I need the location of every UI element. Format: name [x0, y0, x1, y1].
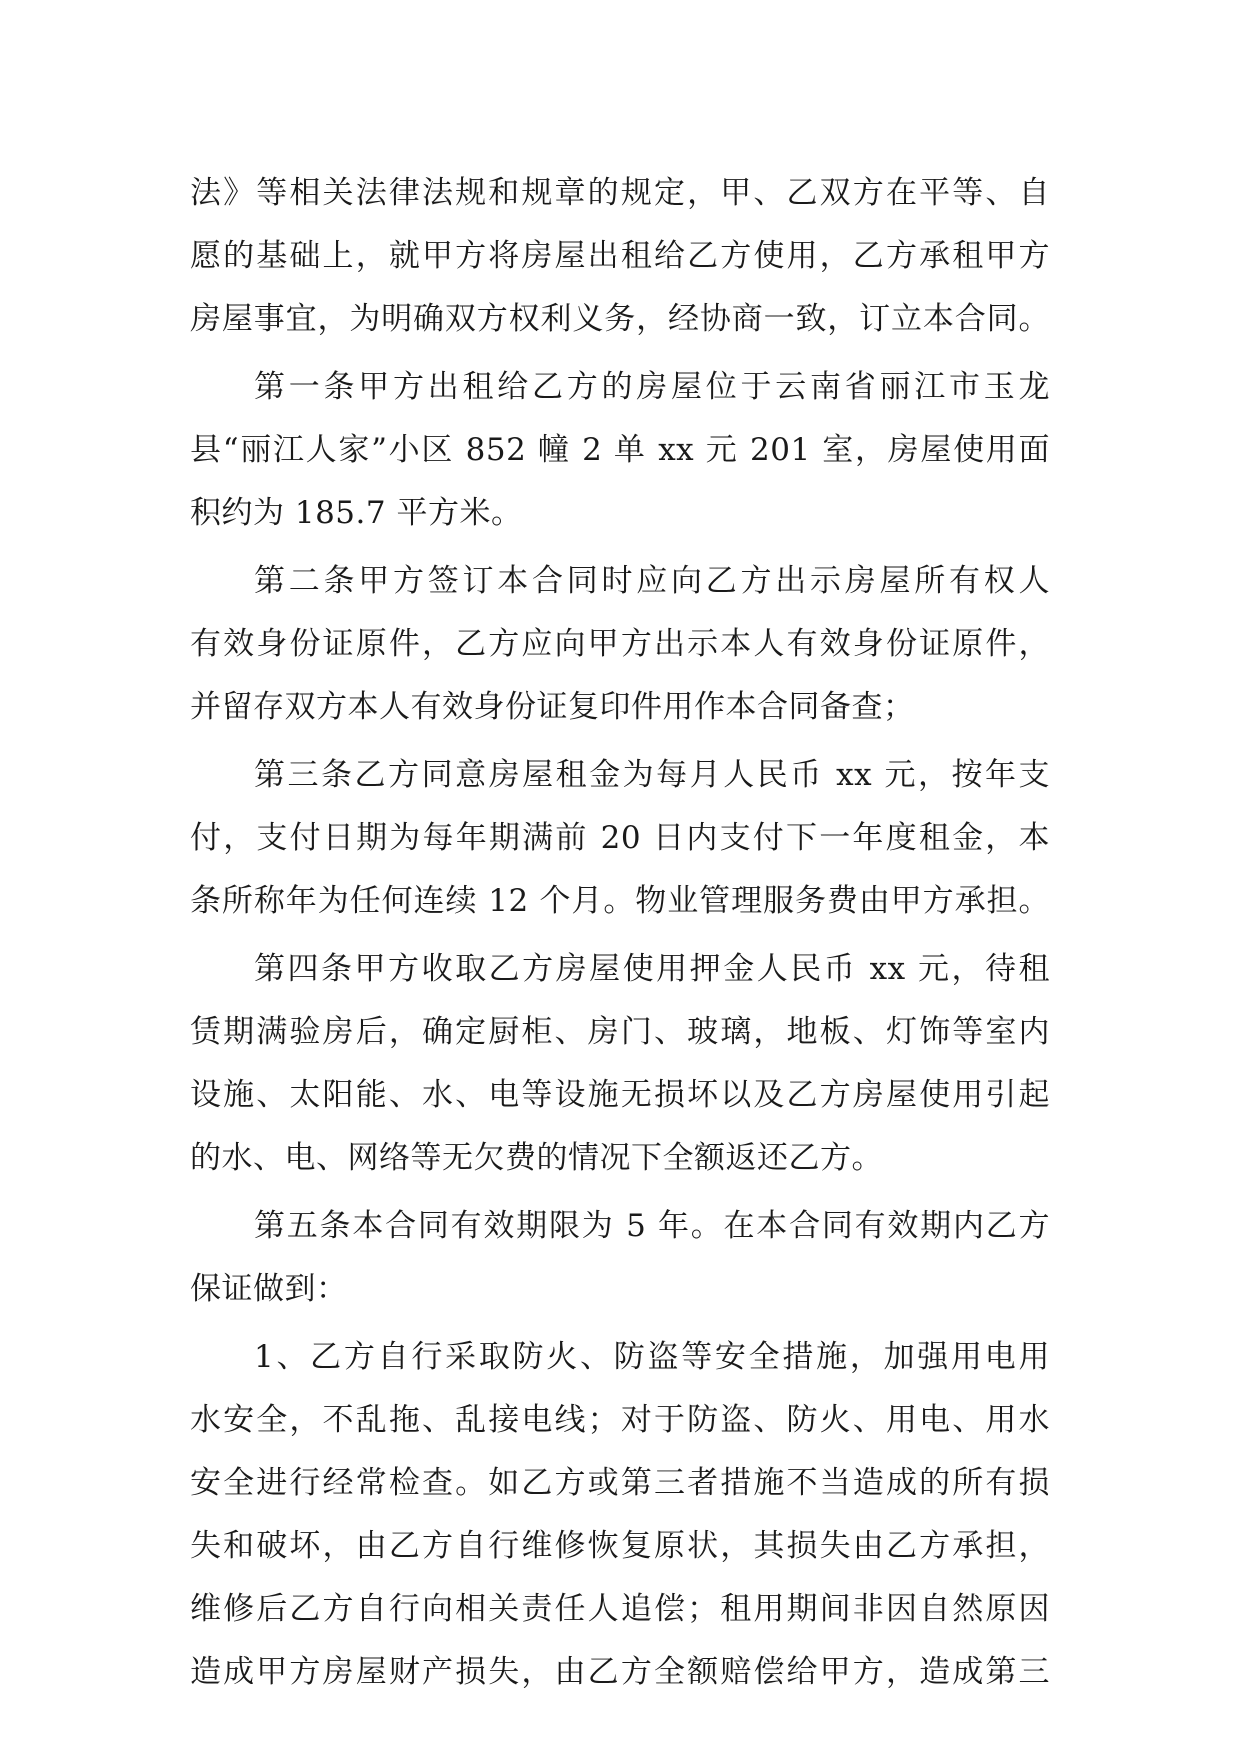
text-line: 法》等相关法律法规和规章的规定，甲、乙双方在平等、自	[190, 175, 1050, 211]
text-line: 造成甲方房屋财产损失，由乙方全额赔偿给甲方，造成第三	[190, 1654, 1050, 1690]
text-line: 第二条甲方签订本合同时应向乙方出示房屋所有权人	[254, 563, 1050, 599]
text-line: 第四条甲方收取乙方房屋使用押金人民币 xx 元，待租	[254, 951, 1050, 987]
text-line: 失和破坏，由乙方自行维修恢复原状，其损失由乙方承担，	[190, 1528, 1050, 1564]
text-line: 维修后乙方自行向相关责任人追偿；租用期间非因自然原因	[190, 1591, 1050, 1627]
text-line: 第五条本合同有效期限为 5 年。在本合同有效期内乙方	[254, 1208, 1050, 1244]
paragraph-preamble	[190, 162, 1050, 351]
document-body	[190, 162, 1050, 1704]
paragraph-article-4	[190, 938, 1050, 1190]
paragraph-article-5	[190, 1195, 1050, 1321]
text-line: 安全进行经常检查。如乙方或第三者措施不当造成的所有损	[190, 1465, 1050, 1501]
text-line: 1、乙方自行采取防火、防盗等安全措施，加强用电用	[254, 1339, 1050, 1375]
text-line: 条所称年为任何连续 12 个月。物业管理服务费由甲方承担。	[190, 883, 1050, 919]
text-line: 付，支付日期为每年期满前 20 日内支付下一年度租金，本	[190, 820, 1050, 856]
text-line: 愿的基础上，就甲方将房屋出租给乙方使用，乙方承租甲方	[190, 238, 1050, 274]
text-line: 并留存双方本人有效身份证复印件用作本合同备查；	[190, 689, 915, 725]
text-line: 的水、电、网络等无欠费的情况下全额返还乙方。	[190, 1140, 883, 1176]
text-line: 积约为 185.7 平方米。	[190, 495, 523, 531]
text-line: 第三条乙方同意房屋租金为每月人民币 xx 元，按年支	[254, 757, 1050, 793]
text-line: 水安全，不乱拖、乱接电线；对于防盗、防火、用电、用水	[190, 1402, 1050, 1438]
paragraph-article-3	[190, 744, 1050, 933]
text-line: 房屋事宜，为明确双方权利义务，经协商一致，订立本合同。	[190, 301, 1050, 337]
text-line: 第一条甲方出租给乙方的房屋位于云南省丽江市玉龙	[254, 369, 1050, 405]
paragraph-item-1	[190, 1326, 1050, 1704]
text-line: 赁期满验房后，确定厨柜、房门、玻璃，地板、灯饰等室内	[190, 1014, 1050, 1050]
text-line: 设施、太阳能、水、电等设施无损坏以及乙方房屋使用引起	[190, 1077, 1050, 1113]
text-line: 有效身份证原件，乙方应向甲方出示本人有效身份证原件，	[190, 626, 1050, 662]
text-line: 县“丽江人家”小区 852 幢 2 单 xx 元 201 室，房屋使用面	[190, 432, 1050, 468]
paragraph-article-2	[190, 550, 1050, 739]
text-line: 保证做到：	[190, 1271, 348, 1307]
paragraph-article-1	[190, 356, 1050, 545]
